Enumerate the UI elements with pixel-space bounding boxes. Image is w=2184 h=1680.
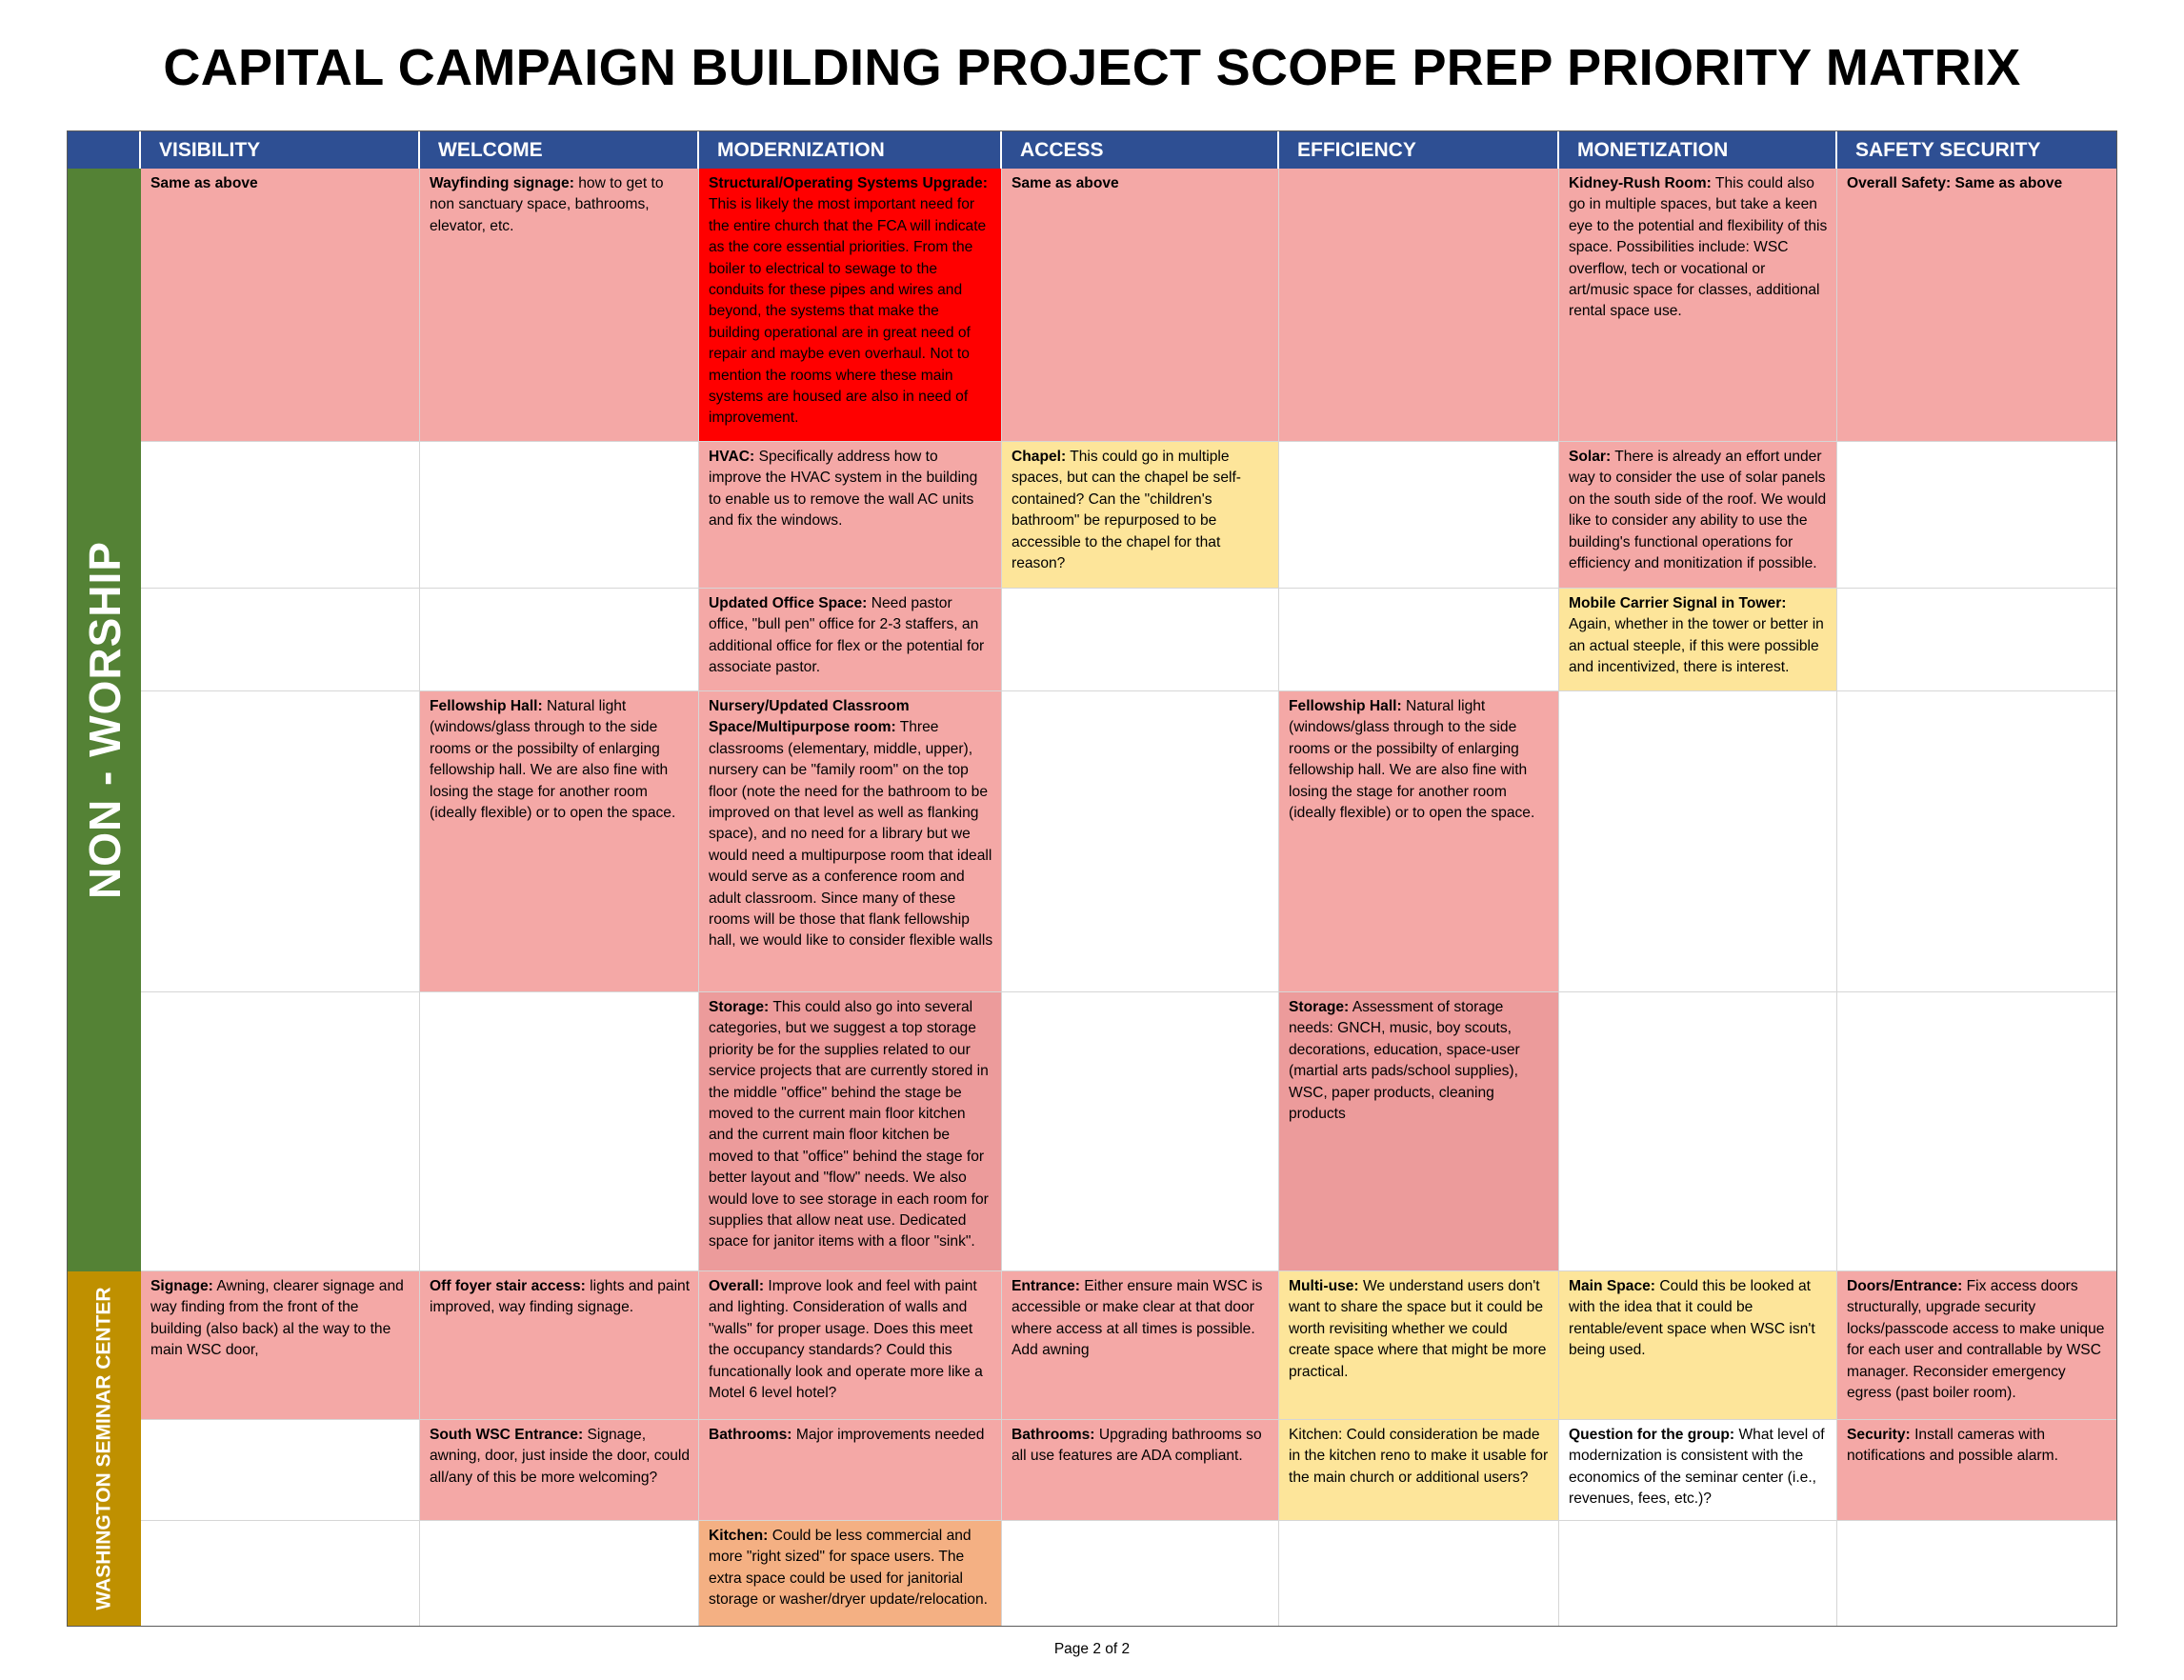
cell-r1-access (1002, 442, 1279, 589)
cell-r0-visibility (141, 169, 420, 442)
cell-title: Bathrooms: (1012, 1427, 1095, 1443)
cell-r3-visibility (141, 691, 420, 992)
cell-title: Multi-use: (1289, 1278, 1359, 1294)
cell-title: Wayfinding signage: (430, 175, 574, 191)
cell-r3-access (1002, 691, 1279, 992)
cell-r6-visibility (141, 1420, 420, 1521)
cell-r5-visibility (141, 1271, 420, 1420)
cell-r6-modernization (699, 1420, 1002, 1521)
cell-r4-safety-security (1837, 992, 2116, 1271)
section-label-non-worship: NON - WORSHIP (79, 541, 130, 899)
cell-title: South WSC Entrance: (430, 1427, 584, 1443)
header-corner (68, 131, 141, 169)
cell-body: Natural light (windows/glass through to the side rooms or the possibilty of enlarging fellowship hall. We are also fine with losing the stage for another room (ideally flexible) or to open the space. (430, 698, 676, 822)
cell-title: Mobile Carrier Signal in Tower: (1569, 595, 1787, 611)
cell-r2-safety-security (1837, 589, 2116, 691)
cell-r1-modernization (699, 442, 1002, 589)
column-header-access: ACCESS (1002, 131, 1279, 169)
cell-title: HVAC: (709, 449, 755, 465)
cell-title: Same as above (1012, 175, 1119, 191)
cell-r1-monetization (1559, 442, 1837, 589)
cell-r2-modernization (699, 589, 1002, 691)
cell-title: Doors/Entrance: (1847, 1278, 1963, 1294)
cell-body: This is likely the most important need for the entire church that the FCA will indicate as the core essential priorities. From the boiler to electrical to sewage to the conduits for these pipes and wires and beyond, the systems that make the building operational are in great need of repair and maybe even overhaul. Not to mention the rooms where these main systems are housed are also in need of improvement. (709, 196, 987, 427)
cell-body: Three classrooms (elementary, middle, upper), nursery can be "family room" on the top floor (note the need for the bathroom to be improved on that level as well as flanking space), and no need for a library but we would need a multipurpose room that ideall would serve as a conference room and adult classroom. Since many of these rooms will be those that flank fellowship hall, we would like to consider flexible walls (709, 719, 993, 950)
column-header-welcome: WELCOME (420, 131, 699, 169)
cell-r4-access (1002, 992, 1279, 1271)
cell-body: lights and paint improved, way finding signage. (430, 1278, 691, 1316)
cell-title: Signage: (150, 1278, 213, 1294)
cell-r4-welcome (420, 992, 699, 1271)
cell-body: Specifically address how to improve the HVAC system in the building to enable us to remove the wall AC units and fix the windows. (709, 449, 978, 530)
cell-r7-visibility (141, 1521, 420, 1626)
cell-body: Install cameras with notifications and possible alarm. (1847, 1427, 2058, 1465)
cell-r3-monetization (1559, 691, 1837, 992)
cell-body: Fix access doors structurally, upgrade security locks/passcode access to make unique for each user and contrallable by WSC manager. Reconsider emergency egress (past boiler room). (1847, 1278, 2105, 1402)
cell-body: Natural light (windows/glass through to the side rooms or the possibilty of enlarging fellowship hall. We are also fine with losing the stage for another room (ideally flexible) or to open the space. (1289, 698, 1535, 822)
cell-title: Overall: (709, 1278, 765, 1294)
cell-r0-monetization (1559, 169, 1837, 442)
cell-title: Solar: (1569, 449, 1612, 465)
cell-r1-safety-security (1837, 442, 2116, 589)
cell-r7-efficiency (1279, 1521, 1559, 1626)
cell-body: This could also go in multiple spaces, but take a keen eye to the potential and flexibility of this space. Possibilities include: WSC overflow, tech or vocational or art/music space for classes, additional rental space use. (1569, 175, 1828, 320)
cell-r5-efficiency (1279, 1271, 1559, 1420)
cell-r2-welcome (420, 589, 699, 691)
cell-r6-welcome (420, 1420, 699, 1521)
cell-body: Awning, clearer signage and way finding from the front of the building (also back) al the way to the main WSC door, (150, 1278, 404, 1359)
section-label-washington-seminar-center: WASHINGTON SEMINAR CENTER (92, 1287, 115, 1610)
column-header-safety-security: SAFETY SECURITY (1837, 131, 2116, 169)
cell-r3-efficiency (1279, 691, 1559, 992)
cell-r4-modernization (699, 992, 1002, 1271)
priority-matrix (67, 130, 2117, 1627)
section-band-washington-seminar-center (68, 1271, 141, 1626)
cell-body: There is already an effort under way to consider the use of solar panels on the south side of the roof. We would like to consider any ability to use the building's functional operations for efficiency and monitization if possible. (1569, 449, 1827, 572)
cell-r2-efficiency (1279, 589, 1559, 691)
page-title: CAPITAL CAMPAIGN BUILDING PROJECT SCOPE PREP PRIORITY MATRIX (163, 39, 2021, 96)
cell-r5-welcome (420, 1271, 699, 1420)
column-header-efficiency: EFFICIENCY (1279, 131, 1559, 169)
cell-title: Bathrooms: (709, 1427, 792, 1443)
cell-title: Updated Office Space: (709, 595, 868, 611)
cell-title: Fellowship Hall: (1289, 698, 1402, 714)
cell-r7-access (1002, 1521, 1279, 1626)
cell-title: Entrance: (1012, 1278, 1080, 1294)
cell-r4-monetization (1559, 992, 1837, 1271)
cell-title: Storage: (1289, 999, 1350, 1015)
cell-title: Kidney-Rush Room: (1569, 175, 1712, 191)
cell-r1-efficiency (1279, 442, 1559, 589)
cell-body: Either ensure main WSC is accessible or make clear at that door where access at all times is possible. Add awning (1012, 1278, 1263, 1359)
cell-body: Could this be looked at with the idea that it could be rentable/event space when WSC isn't being used. (1569, 1278, 1815, 1359)
cell-r4-efficiency (1279, 992, 1559, 1271)
cell-r1-visibility (141, 442, 420, 589)
page-footer: Page 2 of 2 (1053, 1641, 1131, 1657)
cell-body: Could be less commercial and more "right sized" for space users. The extra space could be used for janitorial storage or washer/dryer update/relocation. (709, 1528, 988, 1609)
cell-r2-monetization (1559, 589, 1837, 691)
cell-body: Again, whether in the tower or better in an actual steeple, if this were possible and incentivized, there is interest. (1569, 616, 1824, 676)
cell-body: Assessment of storage needs: GNCH, music, boy scouts, decorations, education, space-user (martial arts pads/school supplies), WSC, paper products, cleaning products (1289, 999, 1520, 1123)
cell-r0-efficiency (1279, 169, 1559, 442)
cell-title: Structural/Operating Systems Upgrade: (709, 175, 988, 191)
cell-r5-modernization (699, 1271, 1002, 1420)
cell-r6-access (1002, 1420, 1279, 1521)
cell-body: Improve look and feel with paint and lighting. Consideration of walls and "walls" for proper usage. Does this meet the occupancy standards? Could this funcationally look and operate more like a Motel 6 level hotel? (709, 1278, 983, 1402)
section-band-non-worship (68, 169, 141, 1271)
column-header-modernization: MODERNIZATION (699, 131, 1002, 169)
cell-r3-modernization (699, 691, 1002, 992)
cell-r3-welcome (420, 691, 699, 992)
cell-body: This could also go into several categories, but we suggest a top storage priority be for the supplies related to our service projects that are currently stored in the middle "office" behind the stage be moved to the current main floor kitchen and the current main floor kitchen be moved to that "office" behind the stage for better layout and "flow" needs. We also would love to see storage in each room for supplies that allow neat use. Dedicated space for janitor items with a floor "sink". (709, 999, 989, 1250)
cell-body: We understand users don't want to share the space but it could be worth revisiting whether we could create space where that might be more practical. (1289, 1278, 1547, 1380)
cell-title: Main Space: (1569, 1278, 1655, 1294)
cell-r5-access (1002, 1271, 1279, 1420)
cell-r6-efficiency (1279, 1420, 1559, 1521)
cell-r2-visibility (141, 589, 420, 691)
cell-r0-modernization (699, 169, 1002, 442)
cell-r7-safety-security (1837, 1521, 2116, 1626)
cell-title: Fellowship Hall: (430, 698, 543, 714)
cell-r1-welcome (420, 442, 699, 589)
cell-body: Kitchen: Could consideration be made in the kitchen reno to make it usable for the main church or additional users? (1289, 1427, 1549, 1486)
cell-r4-visibility (141, 992, 420, 1271)
cell-r7-monetization (1559, 1521, 1837, 1626)
column-header-visibility: VISIBILITY (141, 131, 420, 169)
cell-body: how to get to non sanctuary space, bathrooms, elevator, etc. (430, 175, 664, 234)
cell-body: This could go in multiple spaces, but can the chapel be self-contained? Can the "children's bathroom" be repurposed to be accessible to the chapel for that reason? (1012, 449, 1241, 572)
cell-title: Chapel: (1012, 449, 1067, 465)
cell-title: Kitchen: (709, 1528, 769, 1544)
cell-r0-access (1002, 169, 1279, 442)
cell-title: Off foyer stair access: (430, 1278, 586, 1294)
cell-body: What level of modernization is consistent with the economics of the seminar center (i.e., revenues, fees, etc.)? (1569, 1427, 1825, 1508)
cell-r5-monetization (1559, 1271, 1837, 1420)
cell-body: Signage, awning, door, just inside the door, could all/any of this be more welcoming? (430, 1427, 691, 1486)
cell-r2-access (1002, 589, 1279, 691)
column-header-monetization: MONETIZATION (1559, 131, 1837, 169)
cell-title: Question for the group: (1569, 1427, 1735, 1443)
cell-body: Need pastor office, "bull pen" office for 2-3 staffers, an additional office for flex or the potential for associate pastor. (709, 595, 985, 676)
cell-title: Storage: (709, 999, 770, 1015)
cell-r0-welcome (420, 169, 699, 442)
cell-r6-safety-security (1837, 1420, 2116, 1521)
cell-body: Upgrading bathrooms so all use features are ADA compliant. (1012, 1427, 1262, 1465)
cell-title: Same as above (150, 175, 258, 191)
cell-title: Nursery/Updated Classroom Space/Multipurpose room: (709, 698, 910, 736)
cell-r7-modernization (699, 1521, 1002, 1626)
cell-r5-safety-security (1837, 1271, 2116, 1420)
cell-title: Overall Safety: Same as above (1847, 175, 2063, 191)
cell-body: Major improvements needed (791, 1427, 985, 1443)
cell-r3-safety-security (1837, 691, 2116, 992)
cell-title: Security: (1847, 1427, 1911, 1443)
cell-r6-monetization (1559, 1420, 1837, 1521)
cell-r7-welcome (420, 1521, 699, 1626)
cell-r0-safety-security (1837, 169, 2116, 442)
